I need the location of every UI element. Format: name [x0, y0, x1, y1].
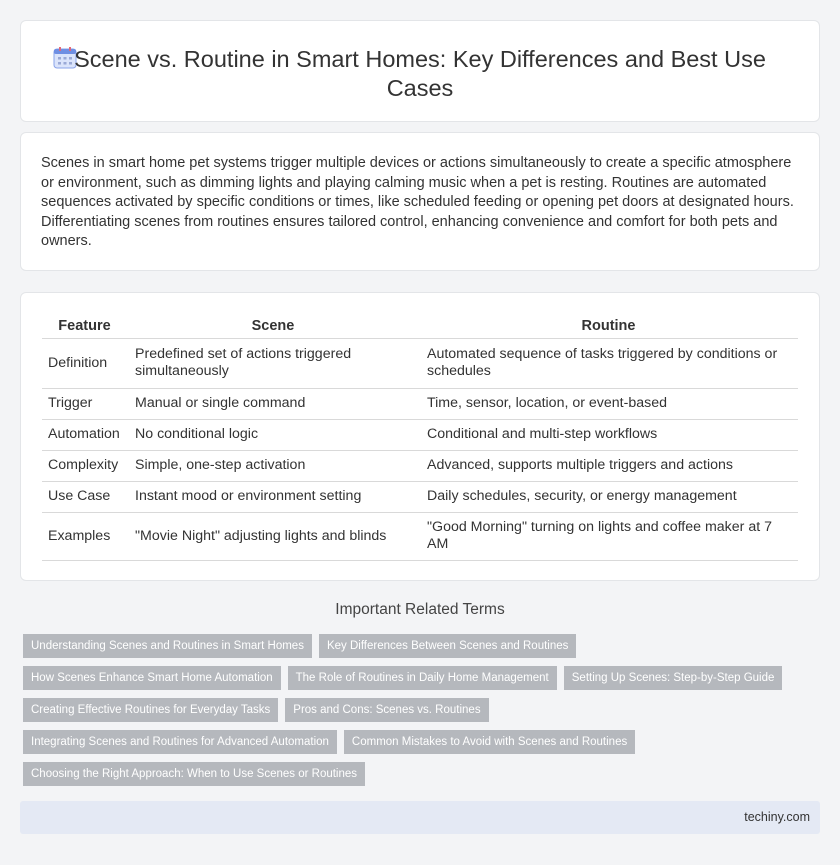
routine-cell: "Good Morning" turning on lights and coffee maker at 7 AM — [419, 512, 798, 560]
comparison-card — [20, 292, 820, 581]
scene-cell: "Movie Night" adjusting lights and blinds — [127, 512, 419, 560]
footer — [20, 801, 820, 834]
comparison-table — [42, 315, 798, 561]
intro-paragraph: Scenes in smart home pet systems trigger multiple devices or actions simultaneously to create a specific atmosphere or environment, such as dimming lights and playing calming music when a pet is resting. Routines are automated sequences activated by specific conditions or times, like scheduled feeding or opening pet doors at designated hours. Differentiating scenes from routines ensures tailored control, enhancing convenience and comfort for both pets and owners. — [41, 155, 794, 249]
table-row — [42, 388, 798, 419]
related-term-tag[interactable]: Integrating Scenes and Routines for Advanced Automation — [23, 730, 337, 754]
related-terms-list — [23, 634, 813, 794]
page-title: Scene vs. Routine in Smart Homes: Key Differences and Best Use Cases — [74, 46, 766, 101]
related-term-tag[interactable]: Setting Up Scenes: Step-by-Step Guide — [564, 666, 783, 690]
table-row — [42, 512, 798, 560]
related-term-tag[interactable]: Key Differences Between Scenes and Routines — [319, 634, 576, 658]
feature-cell: Trigger — [42, 388, 127, 419]
title-card — [20, 20, 820, 122]
feature-cell: Examples — [42, 512, 127, 560]
feature-cell: Automation — [42, 419, 127, 450]
related-terms-title: Important Related Terms — [335, 601, 505, 618]
scene-cell: Manual or single command — [127, 388, 419, 419]
footer-site-link[interactable]: techiny.com — [744, 810, 810, 824]
scene-cell: Predefined set of actions triggered simultaneously — [127, 338, 419, 388]
header-feature: Feature — [42, 315, 127, 338]
routine-cell: Daily schedules, security, or energy management — [419, 481, 798, 512]
header-scene: Scene — [127, 315, 419, 338]
related-term-tag[interactable]: Common Mistakes to Avoid with Scenes and Routines — [344, 730, 635, 754]
related-term-tag[interactable]: Understanding Scenes and Routines in Smart Homes — [23, 634, 312, 658]
scene-cell: Simple, one-step activation — [127, 450, 419, 481]
table-row — [42, 450, 798, 481]
related-term-tag[interactable]: The Role of Routines in Daily Home Management — [288, 666, 557, 690]
related-term-tag[interactable]: Creating Effective Routines for Everyday Tasks — [23, 698, 278, 722]
scene-cell: No conditional logic — [127, 419, 419, 450]
header-routine: Routine — [419, 315, 798, 338]
routine-cell: Conditional and multi-step workflows — [419, 419, 798, 450]
related-term-tag[interactable]: Pros and Cons: Scenes vs. Routines — [285, 698, 488, 722]
routine-cell: Advanced, supports multiple triggers and actions — [419, 450, 798, 481]
feature-cell: Definition — [42, 338, 127, 388]
feature-cell: Use Case — [42, 481, 127, 512]
related-term-tag[interactable]: How Scenes Enhance Smart Home Automation — [23, 666, 281, 690]
table-row — [42, 419, 798, 450]
feature-cell: Complexity — [42, 450, 127, 481]
intro-card — [20, 132, 820, 271]
related-term-tag[interactable]: Choosing the Right Approach: When to Use Scenes or Routines — [23, 762, 365, 786]
table-header-row — [42, 315, 798, 338]
table-row — [42, 338, 798, 388]
table-row — [42, 481, 798, 512]
scene-cell: Instant mood or environment setting — [127, 481, 419, 512]
routine-cell: Time, sensor, location, or event-based — [419, 388, 798, 419]
routine-cell: Automated sequence of tasks triggered by conditions or schedules — [419, 338, 798, 388]
